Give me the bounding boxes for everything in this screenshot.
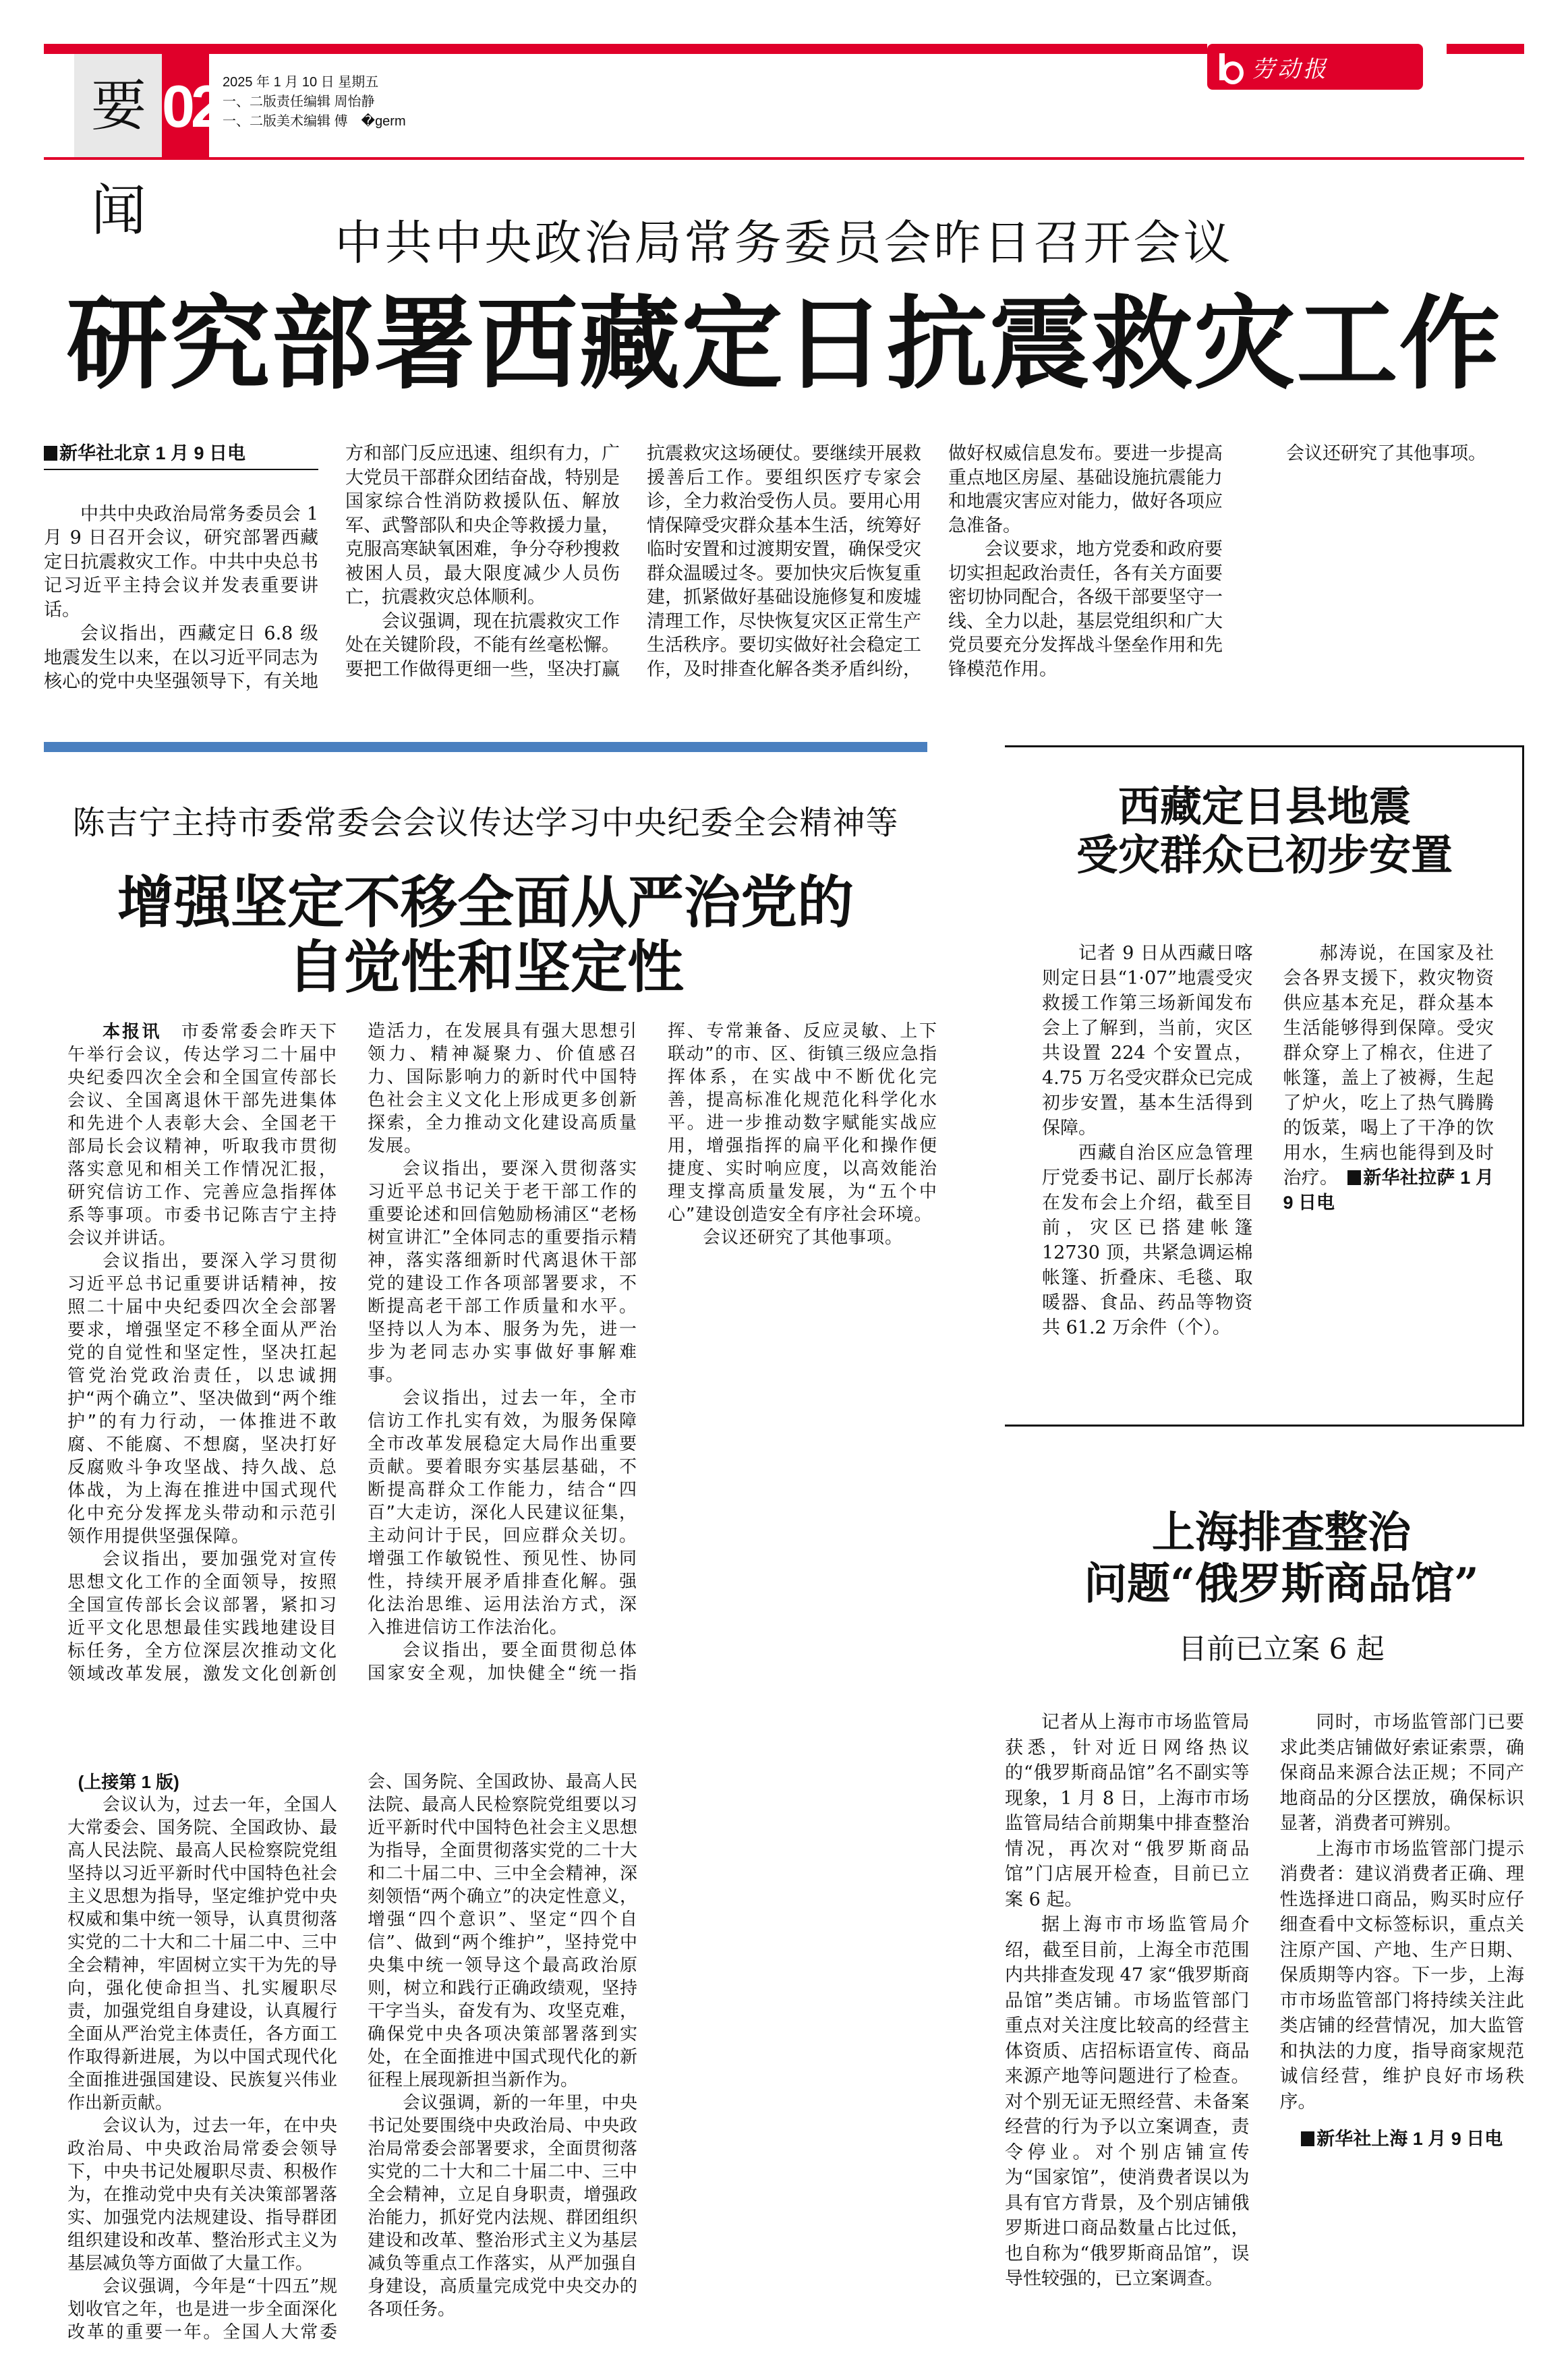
paragraph: 会议认为，过去一年，全国人大常委会、国务院、全国政协、最高人民法院、最高人民检察院党组坚持以习近平新时代中国特色社会主义思想为指导，坚定维护党中央权威和集中统一领导，认真贯彻落实党的二十大和二十届二中、三中全会精神，牢固树立实干为先的导向，强化使命担当、扎实履职尽责，加强党组自身建设，认真履行全面从严治党主体责任，各方面工作取得新进展，为以中国式现代化全面推进强国建设、民族复兴伟业作出新贡献。 <box>67 1795 337 2113</box>
paragraph: 中共中央政治局常务委员会 1 月 9 日召开会议，研究部署西藏定日抗震救灾工作。中共中央总书记习近平主持会议并发表重要讲话。 <box>44 503 318 621</box>
paragraph: 会议指出，要全面贯彻总体国家安全观，加快健全“统一指挥、专常兼备、反应灵敏、上下联动”的市、区、街镇三级应急指挥体系，在实战中不断优化完善，提高标准化规范化科学化水平。进一步推动数字赋能实战应用，增强指挥的扁平化和操作便捷度、实时响应度，以高效能治理支撑高质量发展，为“五个中心”建设创造安全有序社会环境。 <box>368 1021 937 1684</box>
tibet-byline-text: 新华社拉萨 1 月 9 日电 <box>1283 1168 1494 1213</box>
tibet-byline <box>1283 1168 1494 1213</box>
lead-kicker: 中共中央政治局常务委员会昨日召开会议 <box>335 215 1233 270</box>
paragraph: 郝涛说，在国家及社会各界支援下，救灾物资供应基本充足，群众基本生活能够得到保障。受灾群众穿上了棉衣，住进了帐篷，盖上了被褥，生起了炉火，吃上了热气腾腾的饭菜，喝上了干净的饮用水，生病也能得到及时治疗。 新华社拉萨 1 月 9 日电 <box>1283 943 1494 1213</box>
continued-label: (上接第 1 版) <box>78 1772 179 1792</box>
paragraph: 会议指出，要深入学习贯彻习近平总书记重要讲话精神，按照二十届中央纪委四次全会部署要求，增强坚定不移全面从严治党的自觉性和坚定性，坚决扛起管党治党政治责任，以忠诚拥护“两个确立”、坚决做到“两个维护”的有力行动，一体推进不敢腐、不能腐、不想腐，坚决打好反腐败斗争攻坚战、持久战、总体战，为上海在推进中国式现代化中充分发挥龙头带动和示范引领作用提供坚强保障。 <box>67 1251 337 1547</box>
paragraph: 会议强调，现在抗震救灾工作处在关键阶段，不能有丝毫松懈。要把工作做得更细一些，坚决打赢抗震救灾这场硬仗。要继续开展救援善后工作。要组织医疗专家会诊，全力救治受伤人员。要用心用情保障受灾群众基本生活，统筹好临时安置和过渡期安置，确保受灾群众温暖过冬。要加快灾后恢复重建，抓紧做好基础设施修复和废墟清理工作，尽快恢复灾区正常生产生活秩序。要切实做好社会稳定工作，及时排查化解各类矛盾纠纷，做好权威信息发布。要进一步提高重点地区房屋、基础设施抗震能力和地震灾害应对能力，做好各项应急准备。 <box>345 443 1223 680</box>
paragraph: 西藏自治区应急管理厅党委书记、副厅长郝涛在发布会上介绍，截至目前，灾区已搭建帐篷 12730 顶，共紧急调运棉帐篷、折叠床、毛毯、取暖器、食品、药品等物资共 61.2 万余件（个）。 <box>1042 1143 1253 1338</box>
paragraph: 会议指出，要加强党对宣传思想文化工作的全面领导，按照全国宣传部长会议部署，紧扣习近平文化思想最佳实践地建设目标任务，全方位深层次推动文化领域改革发展，激发文化创新创造活力，在发展具有强大思想引领力、精神凝聚力、价值感召力、国际影响力的新时代中国特色社会主义文化上形成更多创新探索，全力推动文化建设高质量发展。 <box>67 1021 637 1684</box>
paragraph: 上海市市场监管部门提示消费者：建议消费者正确、理性选择进口商品，购买时应仔细查看中文标签标识，重点关注原产国、产地、生产日期、保质期等内容。下一步，上海市市场监管部门将持续关注此类店铺的经营情况，加大监管和执法的力度，指导商家规范诚信经营，维护良好市场秩序。 <box>1279 1838 1524 2113</box>
paragraph: 会议指出，要深入贯彻落实习近平总书记关于老干部工作的重要论述和回信勉励杨浦区“老杨树宣讲汇”全体同志的重要指示精神，落实落细新时代离退休干部党的建设工作各项部署要求，不断提高老干部工作质量和水平。坚持以人为本、服务为先，进一步为老同志办实事做好事解难事。 <box>368 1159 637 1385</box>
paragraph: 据上海市市场监管局介绍，截至目前，上海全市范围内共排查发现 47 家“俄罗斯商品馆”类店铺。市场监管部门重点对关注度比较高的经营主体资质、店招标语宣传、商品来源产地等问题进行了检查。对个别无证无照经营、未备案经营的行为予以立案调查，责令停业。对个别店铺宣传为“国家馆”，使消费者误以为具有官方背景，及个别店铺俄罗斯进口商品数量占比过低，也自称为“俄罗斯商品馆”，误导性较强的，已立案调查。 <box>1005 1914 1250 2289</box>
paragraph: 会议要求，地方党委和政府要切实担起政治责任，各有关方面要密切协同配合，各级干部要坚守一线、全力以赴，基层党组织和广大党员要充分发挥战斗堡垒作用和先锋模范作用。 <box>948 539 1223 680</box>
second-kicker: 陈吉宁主持市委常委会会议传达学习中央纪委全会精神等 <box>72 804 899 842</box>
section-name: 要闻 <box>74 54 162 159</box>
art-editor-credit: 一、二版美术编辑 傅 �germ <box>223 114 406 129</box>
second-article-body <box>67 1020 937 1688</box>
paragraph: 会议还研究了其他事项。 <box>1286 443 1486 464</box>
header-divider <box>44 157 1524 160</box>
header-red-bar-right <box>1447 44 1524 54</box>
lead-label: 本报讯 <box>103 1021 181 1041</box>
page-meta <box>223 73 406 132</box>
block-marker-icon <box>44 446 57 461</box>
shanghai-byline-text: 新华社上海 1 月 9 日电 <box>1316 2129 1503 2149</box>
paragraph: 会议强调，新的一年里，中央书记处要围绕中央政治局、中央政治局常委会部署要求，全面贯彻落实党的二十大和二十届二中、三中全会精神，立足自身职责，增强政治能力，抓好党内法规、群团组织建设和改革、整治形式主义为基层减负等重点工作落实，从严加强自身建设，高质量完成党中央交办的各项任务。 <box>368 2093 637 2320</box>
continued-article-body <box>67 1771 937 2344</box>
tibet-article-body <box>1042 941 1494 1373</box>
block-marker-icon <box>1347 1170 1361 1185</box>
logo-mark-icon <box>1219 53 1242 80</box>
issue-date: 2025 年 1 月 10 日 星期五 <box>223 75 379 90</box>
dateline <box>44 442 318 470</box>
paragraph: 同时，市场监管部门已要求此类店铺做好索证索票，确保商品来源合法正规；不同产地商品的分区摆放，确保标识显著，消费者可辨别。 <box>1279 1712 1524 1834</box>
tibet-headline[interactable] <box>1005 782 1524 880</box>
shanghai-byline-row <box>1280 2127 1525 2152</box>
paragraph: 本报讯 市委常委会昨天下午举行会议，传达学习二十届中央纪委四次全会和全国宣传部长会议、全国离退休干部先进集体和先进个人表彰大会、全国老干部局长会议精神，听取我市贯彻落实意见和相关工作情况汇报，研究信访工作、完善应急指挥体系等事项。市委书记陈吉宁主持会议并讲话。 <box>67 1021 337 1248</box>
lead-headline[interactable]: 研究部署西藏定日抗震救灾工作 <box>66 285 1502 403</box>
lead-article-body <box>44 442 1524 705</box>
shanghai-subtitle: 目前已立案 6 起 <box>1178 1632 1385 1665</box>
paragraph: 会议强调，今年是“十四五”规划收官之年，也是进一步全面深化改革的重要一年。全国人大常委会、国务院、全国政协、最高人民法院、最高人民检察院党组要以习近平新时代中国特色社会主义思想为指导，全面贯彻落实党的二十大和二十届二中、三中全会精神，深刻领悟“两个确立”的决定性意义，增强“四个意识”、坚定“四个自信”、做到“两个维护”，坚持党中央集中统一领导这个最高政治原则，树立和践行正确政绩观，坚持干字当头，奋发有为、攻坚克难，确保党中央各项决策部署落到实处，在全面推进中国式现代化的新征程上展现新担当新作为。 <box>67 1772 637 2343</box>
header-red-bar <box>44 44 1207 54</box>
newspaper-name: 劳动报 <box>1252 55 1329 83</box>
paragraph: 会议认为，过去一年，在中央政治局、中央政治局常委会领导下，中央书记处履职尽责、积极作为，在推动党中央有关决策部署落实、加强党内法规建设、指导群团组织建设和改革、整治形式主义为基层减负等方面做了大量工作。 <box>67 2116 337 2274</box>
shanghai-headline-line1: 上海排查整治 <box>1152 1507 1411 1558</box>
shanghai-headline-line2: 问题“俄罗斯商品馆” <box>1084 1559 1479 1609</box>
second-headline-line1: 增强坚定不移全面从严治党的 <box>117 869 854 936</box>
paragraph: 会议指出，过去一年，全市信访工作扎实有效，为服务保障全市改革发展稳定大局作出重要贡献。要着眼夯实基层基础，不断提高群众工作能力，结合“四百”大走访，深化人民建议征集，主动问计于民，回应群众关切。增强工作敏锐性、预见性、协同性，持续开展矛盾排查化解。强化法治思维、运用法治方式，深入推进信访工作法治化。 <box>368 1388 637 1638</box>
paragraph: 会议还研究了其他事项。 <box>703 1228 904 1248</box>
shanghai-article-body <box>1005 1710 1524 2337</box>
paragraph: 记者从上海市市场监管局获悉，针对近日网络热议的“俄罗斯商品馆”名不副实等现象，1 月 8 日，上海市市场监管局结合前期集中排查整治情况，再次对“俄罗斯商品馆”门店展开检查，目前已立案 6 起。 <box>1005 1712 1250 1910</box>
second-headline-line2: 自觉性和坚定性 <box>287 933 684 1000</box>
paragraph: 记者 9 日从西藏日喀则定日县“1·07”地震受灾救援工作第三场新闻发布会上了解到，当前，灾区共设置 224 个安置点，4.75 万名受灾群众已完成初步安置，基本生活得到保障。 <box>1042 943 1253 1139</box>
second-headline[interactable] <box>44 870 927 1000</box>
tibet-headline-line1: 西藏定日县地震 <box>1117 782 1411 831</box>
block-marker-icon <box>1301 2131 1314 2146</box>
page-number: 02 <box>162 54 209 159</box>
shanghai-byline <box>1301 2129 1503 2149</box>
shanghai-headline[interactable] <box>1005 1507 1558 1610</box>
dateline-text: 新华社北京 1 月 9 日电 <box>59 443 246 463</box>
tibet-headline-line2: 受灾群众已初步安置 <box>1076 830 1453 880</box>
newspaper-logo[interactable] <box>1207 44 1423 90</box>
paragraph: 会议指出，西藏定日 6.8 级地震发生以来，在以习近平同志为核心的党中央坚强领导下，有关地方和部门反应迅速、组织有力，广大党员干部群众团结奋战，特别是国家综合性消防救援队伍、解放军、武警部队和央企等救援力量，克服高寒缺氧困难，争分夺秒搜救被困人员，最大限度减少人员伤亡，抗震救灾总体顺利。 <box>44 443 620 692</box>
section-divider-blue <box>44 742 927 752</box>
editor-credit: 一、二版责任编辑 周怡静 <box>223 94 375 109</box>
